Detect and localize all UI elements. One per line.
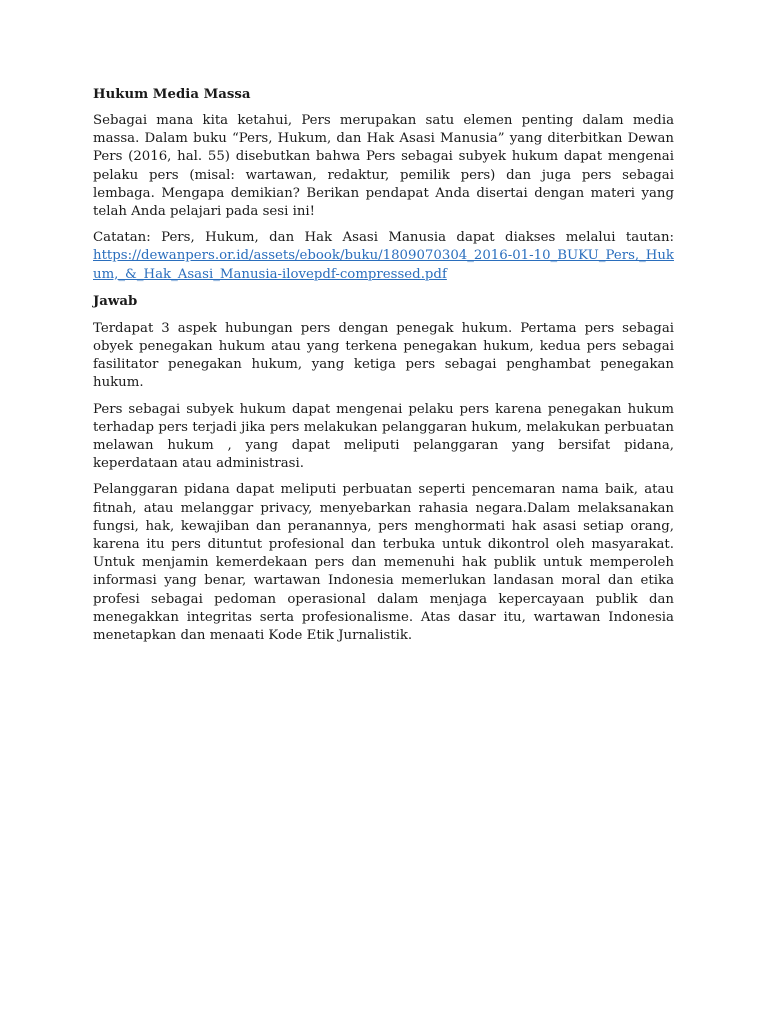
document-page: [93, 86, 674, 653]
answer-paragraph-3: Pelanggaran pidana dapat meliputi perbuatan seperti pencemaran nama baik, atau fitnah, atau melanggar privacy, menyebarkan rahasia negara.Dalam melaksanakan fungsi, hak, kewajiban dan peranannya, pers menghormati hak asasi setiap orang, karena itu pers dituntut profesional dan terbuka untuk dikontrol oleh masyarakat. Untuk menjamin kemerdekaan pers dan memenuhi hak publik untuk memperoleh informasi yang benar, wartawan Indonesia memerlukan landasan moral dan etika profesi sebagai pedoman operasional dalam menjaga kepercayaan publik dan menegakkan integritas serta profesionalisme. Atas dasar itu, wartawan Indonesia menetapkan dan menaati Kode Etik Jurnalistik.: [93, 482, 674, 644]
document-title: Hukum Media Massa: [93, 87, 251, 102]
note-paragraph: [93, 229, 674, 284]
ebook-link[interactable]: https://dewanpers.or.id/assets/ebook/buku/1809070304_2016-01-10_BUKU_Pers,_Hukum,_&_Hak_Asasi_Manusia-ilovepdf-compressed.pdf: [93, 248, 674, 282]
note-prefix: Catatan: Pers, Hukum, dan Hak Asasi Manusia dapat diakses melalui tautan:: [93, 230, 674, 246]
answer-paragraph-1: Terdapat 3 aspek hubungan pers dengan penegak hukum. Pertama pers sebagai obyek penegakan hukum atau yang terkena penegakan hukum, kedua pers sebagai fasilitator penegakan hukum, yang ketiga pers sebagai penghambat penegakan hukum.: [93, 320, 674, 391]
answer-paragraph-2: Pers sebagai subyek hukum dapat mengenai pelaku pers karena penegakan hukum terhadap pers terjadi jika pers melakukan pelanggaran hukum, melakukan perbuatan melawan hukum , yang dapat meliputi pelanggaran yang bersifat pidana, keperdataan atau administrasi.: [93, 401, 674, 472]
question-paragraph: Sebagai mana kita ketahui, Pers merupakan satu elemen penting dalam media massa. Dalam buku “Pers, Hukum, dan Hak Asasi Manusia” yang diterbitkan Dewan Pers (2016, hal. 55) disebutkan bahwa Pers sebagai subyek hukum dapat mengenai pelaku pers (misal: wartawan, redaktur, pemilik pers) dan juga pers sebagai lembaga. Mengapa demikian? Berikan pendapat Anda disertai dengan materi yang telah Anda pelajari pada sesi ini!: [93, 113, 674, 220]
answer-heading: Jawab: [93, 293, 138, 309]
